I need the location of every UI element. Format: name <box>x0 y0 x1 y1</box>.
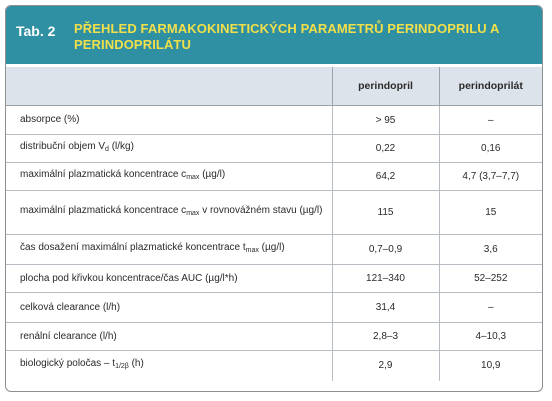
perindoprilat-value: – <box>439 293 542 323</box>
parameter-label <box>6 135 332 163</box>
parameter-label-suffix: (µg/l) <box>199 169 226 180</box>
column-header-parameter <box>6 67 332 106</box>
parameter-label <box>6 106 332 135</box>
parameter-label <box>6 191 332 235</box>
table-number: Tab. 2 <box>16 23 56 39</box>
parameter-subscript: max <box>186 174 200 181</box>
table-row <box>6 235 542 265</box>
perindoprilat-value: 10,9 <box>481 360 501 372</box>
table-row <box>6 135 542 163</box>
perindopril-value: 115 <box>332 191 439 235</box>
table-row <box>6 191 542 235</box>
parameter-subscript: 1/2β <box>115 363 129 371</box>
parameter-label-suffix: (µg/l) <box>258 242 285 253</box>
column-header-perindoprilat: perindoprilát <box>439 67 542 106</box>
table-header <box>6 6 542 67</box>
perindopril-value: 0,7–0,9 <box>332 235 439 265</box>
parameter-label-suffix: v rovnovážném stavu (µg/l) <box>199 205 323 216</box>
parameter-label-text: maximální plazmatická koncentrace c <box>20 205 187 216</box>
parameter-label-text: distribuční objem V <box>20 141 106 152</box>
parameter-label-text: čas dosažení maximální plazmatické koncentrace t <box>20 242 246 253</box>
parameter-label <box>6 351 332 381</box>
table-row <box>6 323 542 351</box>
perindoprilat-value: 4,7 (3,7–7,7) <box>439 163 542 191</box>
table-card <box>5 5 543 392</box>
perindoprilat-value: 3,6 <box>439 235 542 265</box>
perindopril-value: 121–340 <box>332 265 439 293</box>
parameter-label-suffix: (h) <box>128 358 144 370</box>
perindopril-value: 2,9 <box>332 351 439 381</box>
table-row <box>6 351 542 381</box>
parameter-subscript: max <box>186 210 200 217</box>
perindopril-value: 31,4 <box>332 293 439 323</box>
parameter-subscript: max <box>245 247 259 254</box>
parameter-subscript: d <box>105 146 109 153</box>
perindopril-value: 0,22 <box>332 135 439 163</box>
perindopril-value: > 95 <box>332 106 439 135</box>
perindoprilat-value: 52–252 <box>439 265 542 293</box>
parameter-label <box>6 265 332 293</box>
perindoprilat-value: 4–10,3 <box>439 323 542 351</box>
table-row <box>6 106 542 135</box>
perindopril-value: 64,2 <box>332 163 439 191</box>
parameter-label <box>6 235 332 265</box>
table-title: PŘEHLED FARMAKOKINETICKÝCH PARAMETRŮ PERINDOPRILU A PERINDOPRILÁTU <box>74 21 499 52</box>
perindopril-value: 2,8–3 <box>332 323 439 351</box>
parameter-label <box>6 163 332 191</box>
parameter-label-suffix: (l/kg) <box>108 141 134 152</box>
table-row <box>6 265 542 293</box>
parameter-label <box>6 293 332 323</box>
parameter-label-text: absorpce (%) <box>20 114 80 125</box>
parameter-label-text: renální clearance (l/h) <box>20 330 117 342</box>
perindoprilat-value: – <box>439 106 542 135</box>
column-header-perindopril: perindopril <box>332 67 439 106</box>
parameter-label <box>6 323 332 351</box>
parameter-label-text: biologický poločas – t <box>20 358 116 370</box>
table-row <box>6 293 542 323</box>
table-row <box>6 163 542 191</box>
column-header-row <box>6 67 542 106</box>
parameter-label-text: maximální plazmatická koncentrace c <box>20 169 187 180</box>
perindoprilat-value: 0,16 <box>439 135 542 163</box>
pharmacokinetics-table <box>6 67 542 381</box>
parameter-label-text: plocha pod křivkou koncentrace/čas AUC (µg/l*h) <box>20 272 238 284</box>
perindoprilat-value: 15 <box>439 191 542 235</box>
parameter-label-text: celková clearance (l/h) <box>20 301 121 313</box>
